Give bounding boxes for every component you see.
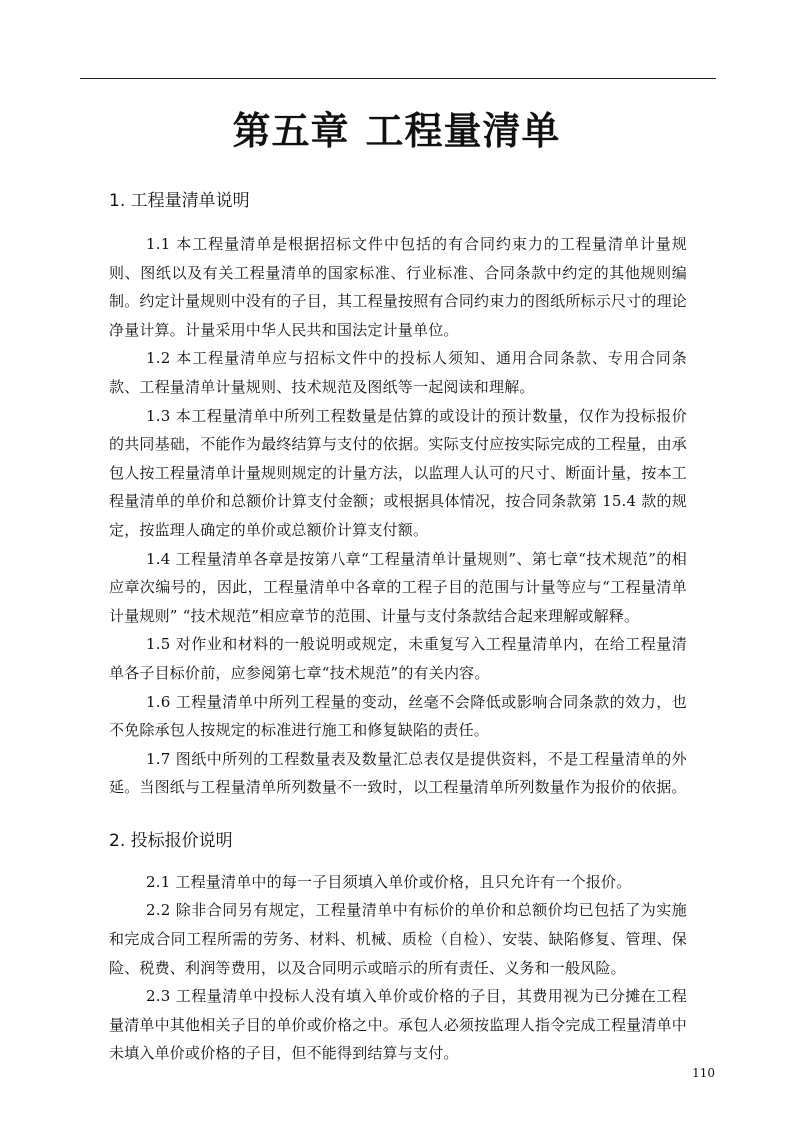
paragraph-1-6: 1.6 工程量清单中所列工程量的变动，丝毫不会降低或影响合同条款的效力，也不免除承包人按规定的标准进行施工和修复缺陷的责任。: [109, 692, 687, 740]
paragraph-1-1: 1.1 本工程量清单是根据招标文件中包括的有合同约束力的工程量清单计量规则、图纸以及有关工程量清单的国家标准、行业标准、合同条款中约定的其他规则编制。约定计量规则中没有的子目，其工程量按照有合同约束力的图纸所标示尺寸的理论净量计算。计量采用中华人民共和国法定计量单位。: [109, 235, 687, 339]
paragraph-2-2: 2.2 除非合同另有规定，工程量清单中有标价的单价和总额价均已包括了为实施和完成合同工程所需的劳务、材料、机械、质检（自检）、安装、缺陷修复、管理、保险、税费、利润等费用，以及合同明示或暗示的所有责任、义务和一般风险。: [109, 901, 687, 977]
paragraph-2-3: 2.3 工程量清单中投标人没有填入单价或价格的子目，其费用视为已分摊在工程量清单中其他相关子目的单价或价格之中。承包人必须按监理人指令完成工程量清单中未填入单价或价格的子目，但不能得到结算与支付。: [109, 987, 687, 1063]
paragraph-1-5: 1.5 对作业和材料的一般说明或规定，未重复写入工程量清单内，在给工程量清单各子目标价前，应参阅第七章“技术规范”的有关内容。: [109, 635, 687, 682]
paragraph-1-3: 1.3 本工程量清单中所列工程数量是估算的或设计的预计数量，仅作为投标报价的共同基础，不能作为最终结算与支付的依据。实际支付应按实际完成的工程量，由承包人按工程量清单计量规则规定的计量方法，以监理人认可的尺寸、断面计量，按本工程量清单的单价和总额价计算支付金额；或根据具体情况，按合同条款第 15.4 款的规定，按监理人确定的单价或总额价计算支付额。: [109, 406, 687, 539]
page-number: 110: [692, 1066, 715, 1080]
chapter-name: 工程量清单: [365, 109, 561, 153]
section-heading: 1. 工程量清单说明: [109, 191, 250, 211]
chapter-number: 第五章: [232, 109, 350, 153]
section-heading: 2. 投标报价说明: [109, 830, 233, 851]
paragraph-2-1: 2.1 工程量清单中的每一子目须填入单价或价格，且只允许有一个报价。: [146, 872, 632, 891]
paragraph-1-2: 1.2 本工程量清单应与招标文件中的投标人须知、通用合同条款、专用合同条款、工程量清单计量规则、技术规范及图纸等一起阅读和理解。: [109, 349, 687, 396]
section-bill-of-quantities-notes: [109, 186, 687, 802]
paragraph-1-4: 1.4 工程量清单各章是按第八章“工程量清单计量规则”、第七章“技术规范”的相应章次编号的，因此，工程量清单中各章的工程子目的范围与计量等应与“工程量清单计量规则” “技术规范”相应章节的范围、计量与支付条款结合起来理解或解释。: [109, 549, 687, 625]
document-body: [109, 186, 687, 1068]
paragraph-1-7: 1.7 图纸中所列的工程数量表及数量汇总表仅是提供资料，不是工程量清单的外延。当图纸与工程量清单所列数量不一致时，以工程量清单所列数量作为报价的依据。: [109, 749, 687, 797]
chapter-title: [0, 108, 793, 154]
section-bid-pricing-notes: [109, 826, 687, 1068]
header-rule: [80, 78, 716, 79]
